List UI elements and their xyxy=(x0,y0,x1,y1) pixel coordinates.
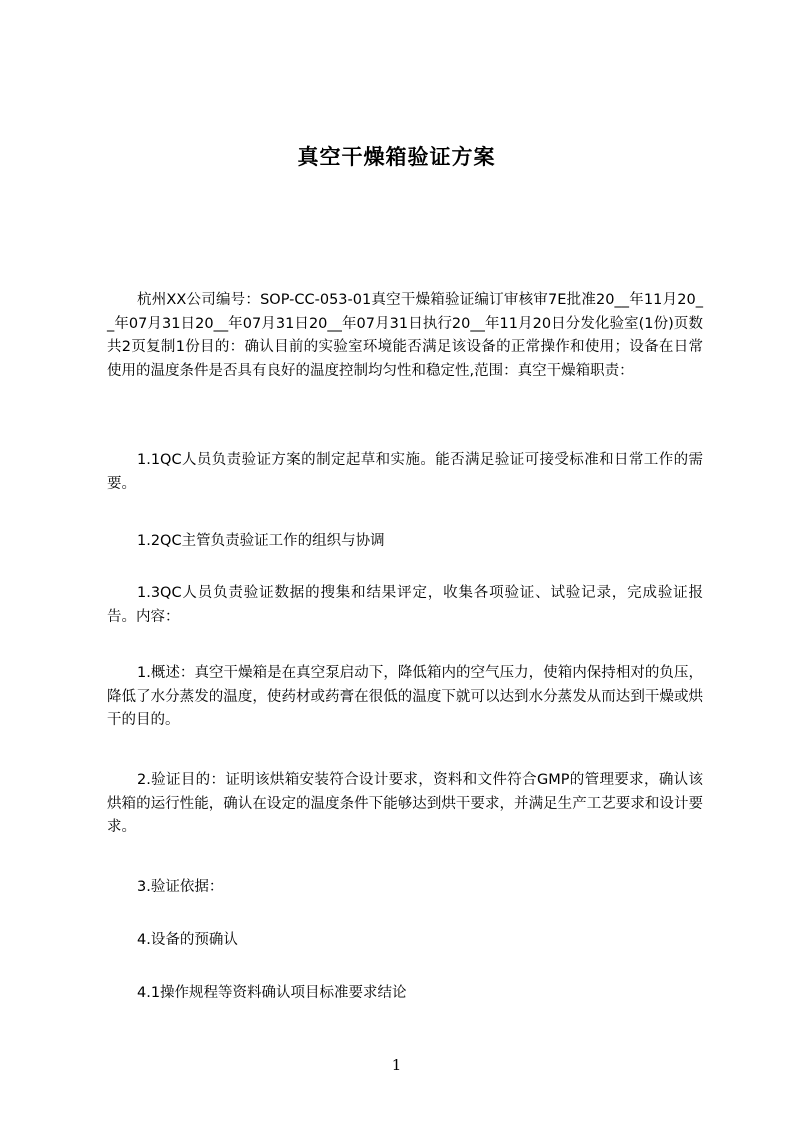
paragraph-preconfirmation: 4.设备的预确认 xyxy=(137,932,238,948)
paragraph-duty-1-1: 1.1QC人员负责验证方案的制定起草和实施。能否满足验证可接受标准和日常工作的需要。 xyxy=(107,452,703,492)
paragraph-procedure-check: 4.1操作规程等资料确认项目标准要求结论 xyxy=(137,985,407,1001)
document-title: 真空干燥箱验证方案 xyxy=(297,145,496,169)
paragraph-overview: 1.概述：真空干燥箱是在真空泵启动下，降低箱内的空气压力，使箱内保持相对的负压，降低了水分蒸发的温度，使药材或药膏在很低的温度下就可以达到水分蒸发从而达到干燥或烘干的目的。 xyxy=(107,665,703,728)
paragraph-duty-1-3: 1.3QC人员负责验证数据的搜集和结果评定，收集各项验证、试验记录，完成验证报告。内容： xyxy=(107,585,703,625)
paragraph-duty-1-2: 1.2QC主管负责验证工作的组织与协调 xyxy=(137,533,385,549)
paragraph-header-info: 杭州XX公司编号：SOP-CC-053-01真空干燥箱验证编订审核审7E批准20__年11月20__年07月31日20__年07月31日20__年07月31日执行20__年11月20日分发化验室(1份)页数共2页复制1份目的：确认目前的实验室环境能否满足该设备的正常操作和使用；设备在日常使用的温度条件是否具有良好的温度控制均匀性和稳定性,范围：真空干燥箱职责： xyxy=(107,292,703,379)
paragraph-basis: 3.验证依据： xyxy=(137,879,224,895)
page-number: 1 xyxy=(391,1056,402,1074)
paragraph-purpose: 2.验证目的：证明该烘箱安装符合设计要求，资料和文件符合GMP的管理要求，确认该烘箱的运行性能，确认在设定的温度条件下能够达到烘干要求，并满足生产工艺要求和设计要求。 xyxy=(107,772,703,835)
